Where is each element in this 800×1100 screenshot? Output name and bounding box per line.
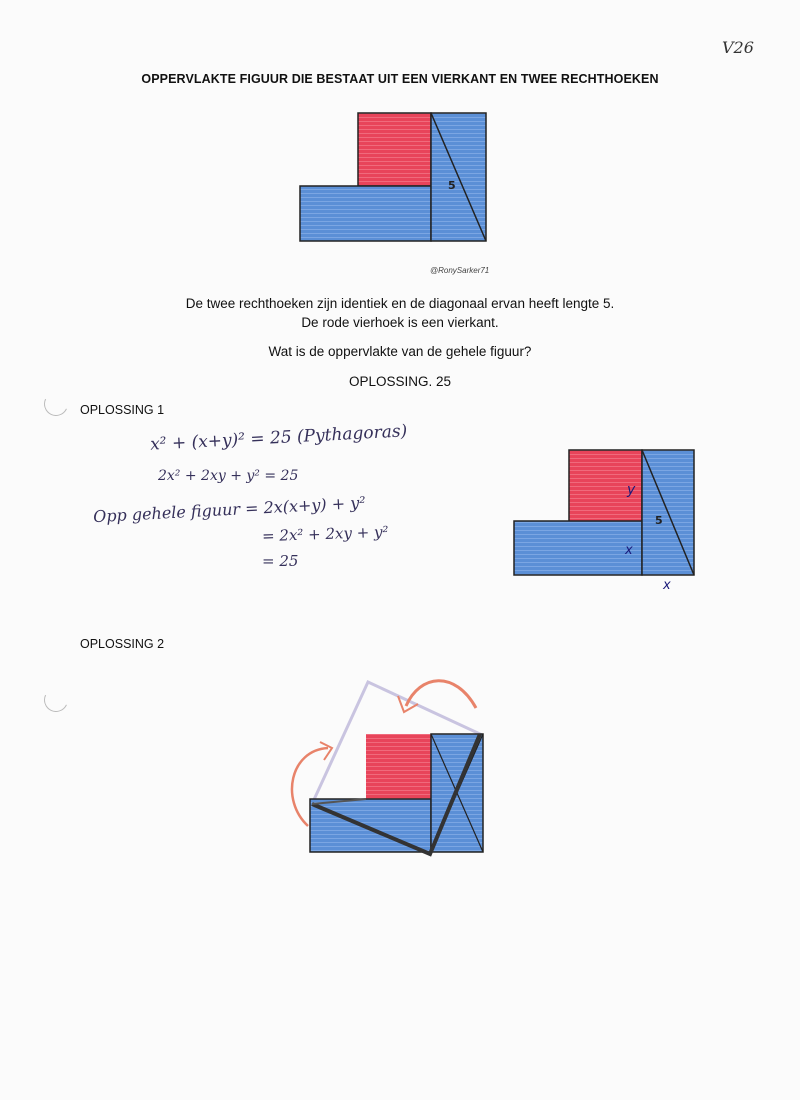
horizontal-rectangle	[514, 521, 642, 575]
red-square	[366, 734, 431, 799]
answer: OPLOSSING. 25	[348, 374, 452, 389]
top-figure	[290, 105, 500, 250]
horizontal-rectangle	[300, 186, 431, 241]
problem-line-2: De rode vierhoek is een vierkant.	[301, 315, 499, 330]
horizontal-rectangle	[310, 799, 431, 852]
solution2-figure	[280, 670, 520, 860]
solution1-heading: OPLOSSING 1	[80, 403, 165, 417]
hand-line-1: x² + (x+y)² = 25 (Pythagoras)	[149, 421, 408, 455]
diagonal-label: 5	[448, 179, 456, 192]
page-title: OPPERVLAKTE FIGUUR DIE BESTAAT UIT EEN VIERKANT EN TWEE RECHTHOEKEN	[141, 72, 659, 86]
label-x-middle: x	[625, 543, 633, 558]
label-y: y	[627, 482, 636, 498]
problem-question: Wat is de oppervlakte van de gehele figuur?	[268, 344, 532, 359]
hand-line-5: = 25	[262, 552, 299, 570]
solution2-heading: OPLOSSING 2	[80, 637, 165, 651]
label-x-bottom: x	[663, 578, 671, 593]
punch-hole-mark	[41, 685, 72, 716]
punch-hole-mark	[41, 389, 72, 420]
label-5: 5	[655, 514, 663, 527]
hand-line-4: = 2x² + 2xy + y²	[261, 522, 389, 546]
solution1-figure	[505, 442, 715, 597]
arrow-head	[320, 742, 332, 760]
hand-line-2: 2x² + 2xy + y² = 25	[158, 468, 299, 484]
corner-note: V26	[722, 38, 754, 57]
hand-line-3: Opp gehele figuur = 2x(x+y) + y²	[92, 492, 367, 527]
credit: @RonySarker71	[430, 266, 490, 275]
problem-line-1: De twee rechthoeken zijn identiek en de diagonaal ervan heeft lengte 5.	[185, 296, 615, 311]
red-square	[358, 113, 431, 186]
